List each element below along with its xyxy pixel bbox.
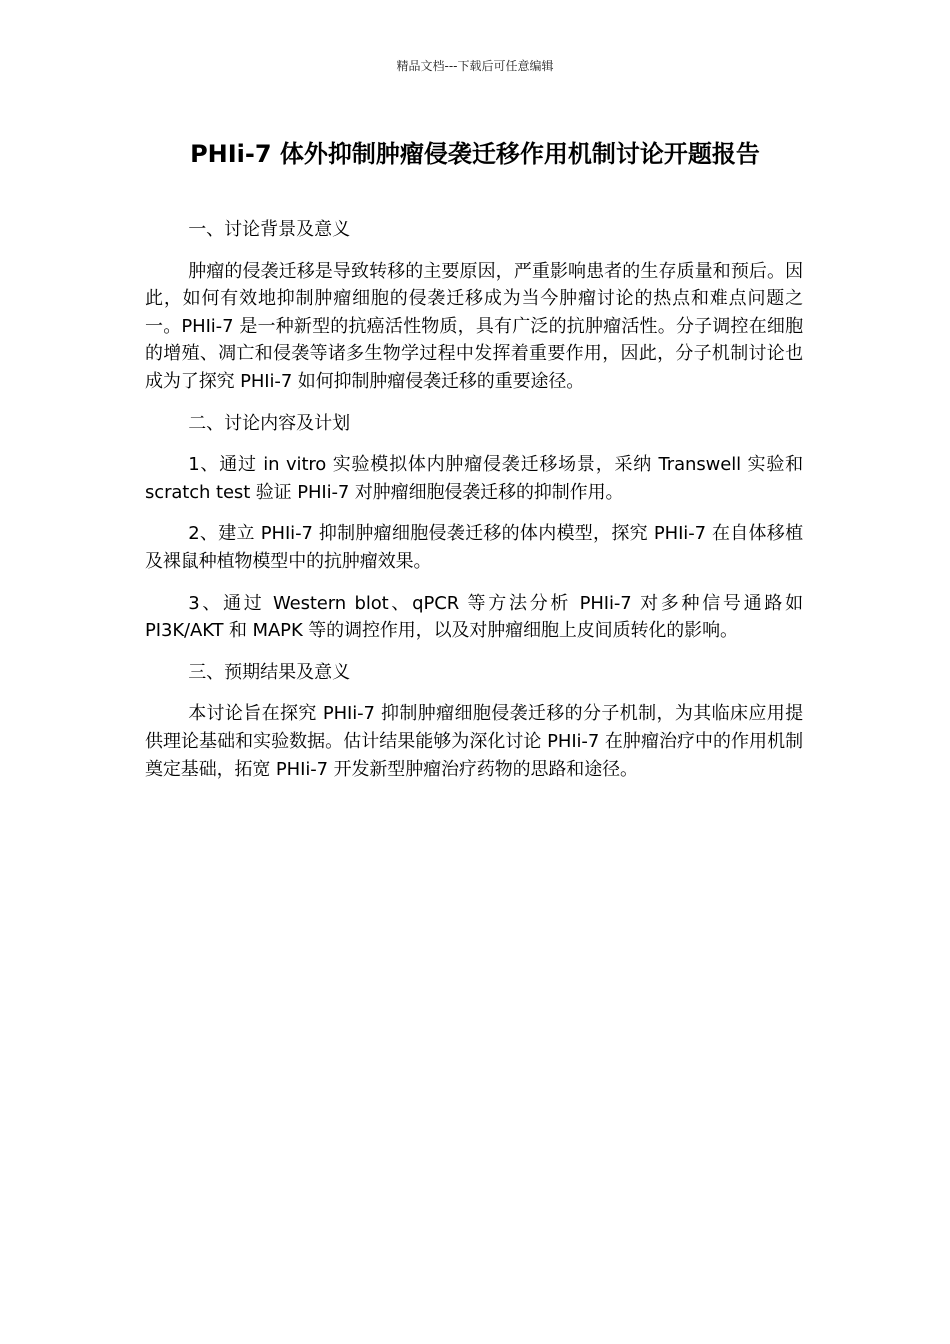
section-background (145, 216, 803, 396)
paragraph: 1、通过 in vitro 实验模拟体内肿瘤侵袭迁移场景，采纳 Transwell 实验和 scratch test 验证 PHIi-7 对肿瘤细胞侵袭迁移的抑制作用。 (145, 454, 803, 503)
page-header-note: 精品文档---下载后可任意编辑 (396, 59, 554, 73)
document-body (145, 216, 803, 797)
paragraph: 3、通过 Western blot、qPCR 等方法分析 PHIi-7 对多种信号通路如 PI3K/AKT 和 MAPK 等的调控作用，以及对肿瘤细胞上皮间质转化的影响。 (145, 592, 803, 642)
document-title: PHIi-7 体外抑制肿瘤侵袭迁移作用机制讨论开题报告 (190, 140, 760, 168)
section-heading: 一、讨论背景及意义 (188, 219, 351, 240)
section-expected-results (145, 659, 803, 783)
paragraph: 2、建立 PHIi-7 抑制肿瘤细胞侵袭迁移的体内模型，探究 PHIi-7 在自体移植及裸鼠种植物模型中的抗肿瘤效果。 (145, 523, 803, 572)
section-heading: 二、讨论内容及计划 (188, 412, 351, 434)
section-content-plan (145, 410, 803, 645)
section-heading: 三、预期结果及意义 (188, 661, 351, 683)
paragraph: 本讨论旨在探究 PHIi-7 抑制肿瘤细胞侵袭迁移的分子机制，为其临床应用提供理论基础和实验数据。估计结果能够为深化讨论 PHIi-7 在肿瘤治疗中的作用机制奠定基础，拓宽 PHIi-7 开发新型肿瘤治疗药物的思路和途径。 (145, 703, 803, 780)
paragraph: 肿瘤的侵袭迁移是导致转移的主要原因，严重影响患者的生存质量和预后。因此，如何有效地抑制肿瘤细胞的侵袭迁移成为当今肿瘤讨论的热点和难点问题之一。PHIi-7 是一种新型的抗癌活性物质，具有广泛的抗肿瘤活性。分子调控在细胞的增殖、凋亡和侵袭等诸多生物学过程中发挥着重要作用，因此，分子机制讨论也成为了探究 PHIi-7 如何抑制肿瘤侵袭迁移的重要途径。 (145, 260, 803, 392)
